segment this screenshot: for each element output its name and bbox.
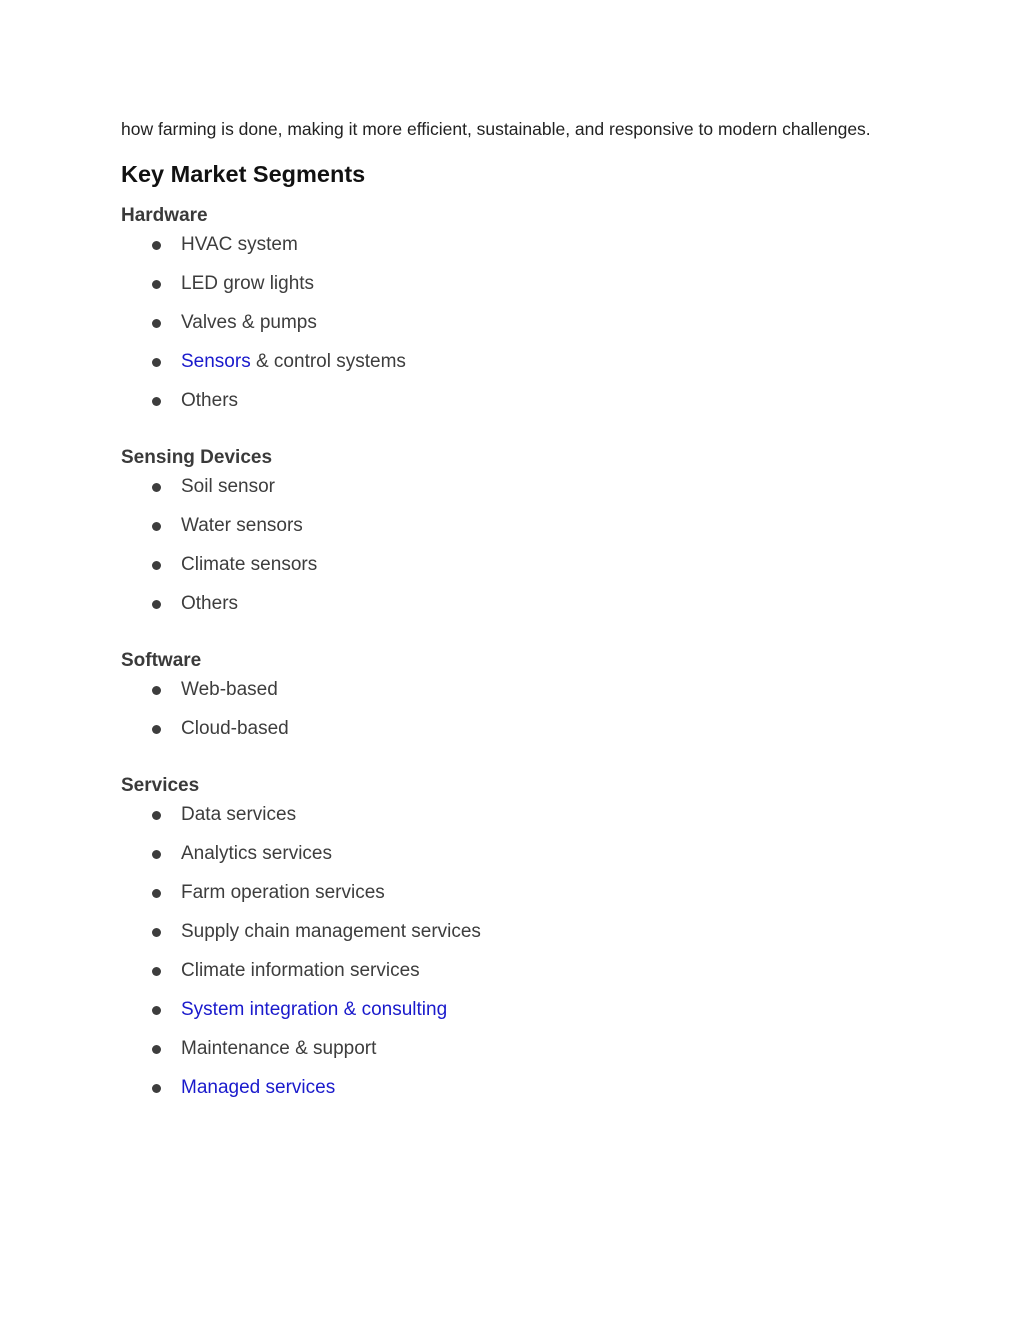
list-item-text: LED grow lights bbox=[181, 273, 315, 294]
list-item bbox=[121, 389, 903, 413]
sensing-devices-heading: Sensing Devices bbox=[121, 447, 273, 468]
bullet-icon bbox=[152, 561, 161, 570]
bullet-icon bbox=[152, 483, 161, 492]
bullet-icon bbox=[152, 928, 161, 937]
bullet-icon bbox=[152, 967, 161, 976]
list-item bbox=[121, 592, 903, 616]
bullet-icon bbox=[152, 686, 161, 695]
list-item-text: Data services bbox=[181, 804, 297, 825]
list-item bbox=[121, 553, 903, 577]
list-item-text: Climate information services bbox=[181, 960, 420, 981]
list-item-text: Farm operation services bbox=[181, 882, 385, 903]
managed-services-link[interactable]: Managed services bbox=[181, 1077, 336, 1098]
list-item-text: Analytics services bbox=[181, 843, 332, 864]
document-page bbox=[121, 117, 903, 1100]
sensors-link[interactable]: Sensors bbox=[181, 351, 251, 372]
services-heading: Services bbox=[121, 775, 200, 796]
services-section bbox=[121, 773, 903, 1100]
services-list bbox=[121, 803, 903, 1100]
bullet-icon bbox=[152, 522, 161, 531]
list-item-text: HVAC system bbox=[181, 234, 298, 255]
list-item bbox=[121, 678, 903, 702]
software-section bbox=[121, 648, 903, 741]
bullet-icon bbox=[152, 1045, 161, 1054]
list-item bbox=[121, 842, 903, 866]
bullet-icon bbox=[152, 1084, 161, 1093]
list-item bbox=[121, 803, 903, 827]
list-item bbox=[121, 881, 903, 905]
hardware-list bbox=[121, 233, 903, 413]
list-item-text: Water sensors bbox=[181, 515, 303, 536]
list-item-text: & control systems bbox=[250, 351, 406, 372]
list-item-text: Cloud-based bbox=[181, 718, 289, 739]
list-item-text: Soil sensor bbox=[181, 476, 275, 497]
list-item bbox=[121, 998, 903, 1022]
list-item bbox=[121, 272, 903, 296]
bullet-icon bbox=[152, 1006, 161, 1015]
bullet-icon bbox=[152, 280, 161, 289]
bullet-icon bbox=[152, 600, 161, 609]
intro-paragraph: how farming is done, making it more efficient, sustainable, and responsive to modern challenges. bbox=[121, 119, 871, 139]
list-item-text: Others bbox=[181, 390, 239, 411]
hardware-heading: Hardware bbox=[121, 205, 208, 226]
list-item bbox=[121, 1037, 903, 1061]
bullet-icon bbox=[152, 850, 161, 859]
bullet-icon bbox=[152, 725, 161, 734]
list-item bbox=[121, 1076, 903, 1100]
bullet-icon bbox=[152, 397, 161, 406]
software-heading: Software bbox=[121, 650, 202, 671]
bullet-icon bbox=[152, 811, 161, 820]
list-item-text: Valves & pumps bbox=[181, 312, 317, 333]
list-item-text: Supply chain management services bbox=[181, 921, 481, 942]
list-item bbox=[121, 475, 903, 499]
bullet-icon bbox=[152, 241, 161, 250]
list-item bbox=[121, 920, 903, 944]
bullet-icon bbox=[152, 319, 161, 328]
list-item-text: Maintenance & support bbox=[181, 1038, 377, 1059]
list-item-text: Others bbox=[181, 593, 239, 614]
sensing-devices-list bbox=[121, 475, 903, 616]
system-integration-link[interactable]: System integration & consulting bbox=[181, 999, 448, 1020]
software-list bbox=[121, 678, 903, 741]
list-item bbox=[121, 959, 903, 983]
bullet-icon bbox=[152, 358, 161, 367]
list-item bbox=[121, 311, 903, 335]
list-item bbox=[121, 350, 903, 374]
list-item bbox=[121, 717, 903, 741]
list-item-text: Web-based bbox=[181, 679, 278, 700]
bullet-icon bbox=[152, 889, 161, 898]
section-heading: Key Market Segments bbox=[121, 161, 366, 187]
sensing-devices-section bbox=[121, 445, 903, 616]
hardware-section bbox=[121, 203, 903, 413]
list-item bbox=[121, 514, 903, 538]
list-item bbox=[121, 233, 903, 257]
list-item-text: Climate sensors bbox=[181, 554, 318, 575]
